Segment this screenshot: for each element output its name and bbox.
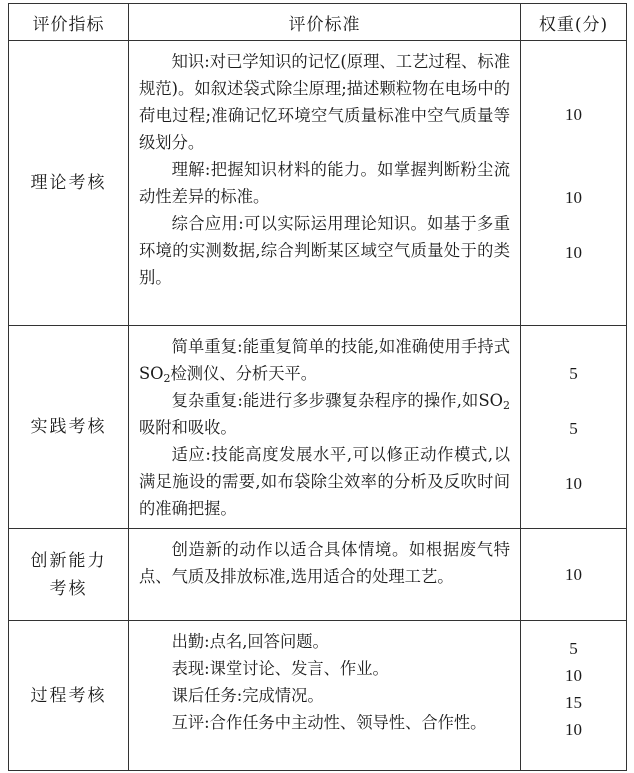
list-item: 互评:合作任务中主动性、领导性、合作性。 [171,713,487,732]
standard-innovation [129,529,521,621]
list-item: 表现:课堂讨论、发言、作业。 [171,659,389,678]
list-item: 知识:对已学知识的记忆(原理、工艺过程、标准规范)。如叙述袋式除尘原理;描述颗粒物在电场中的荷电过程;准确记忆环境空气质量标准中空气质量等级划分。 [139,52,510,152]
weight-value: 10 [565,105,582,124]
table-row [9,621,627,771]
evaluation-table [8,3,627,771]
category-process: 过程考核 [9,621,129,771]
standard-process [129,621,521,771]
header-standard: 评价标准 [129,4,521,41]
weight-process [521,621,627,771]
category-practice: 实践考核 [9,326,129,529]
list-item: 课后任务:完成情况。 [171,686,324,705]
table-row [9,326,627,529]
weight-value: 10 [565,666,582,685]
weight-value: 5 [569,364,578,383]
weight-practice [521,326,627,529]
list-item: 综合应用:可以实际运用理论知识。如基于多重环境的实测数据,综合判断某区域空气质量处于的类别。 [139,214,510,287]
list-item: 简单重复:能重复简单的技能,如准确使用手持式$SO_2$检测仪、分析天平。 [139,337,510,385]
category-innovation: 创新能力 考核 [9,529,129,621]
table-row [9,529,627,621]
standard-theory [129,41,521,326]
weight-value: 5 [569,419,578,438]
list-item: 出勤:点名,回答问题。 [171,632,329,651]
header-weight: 权重(分) [521,4,627,41]
weight-innovation: 10 [521,529,627,621]
standard-practice [129,326,521,529]
weight-value: 10 [565,474,582,493]
header-row [9,4,627,41]
weight-value: 5 [569,639,578,658]
weight-theory [521,41,627,326]
table-row [9,41,627,326]
weight-value: 10 [565,188,582,207]
list-item: 理解:把握知识材料的能力。如掌握判断粉尘流动性差异的标准。 [139,160,510,206]
list-item: 创造新的动作以适合具体情境。如根据废气特点、气质及排放标准,选用适合的处理工艺。 [139,540,510,586]
list-item: 适应:技能高度发展水平,可以修正动作模式,以满足施设的需要,如布袋除尘效率的分析及反吹时间的准确把握。 [139,445,510,518]
category-theory: 理论考核 [9,41,129,326]
weight-value: 15 [565,693,582,712]
list-item: 复杂重复:能进行多步骤复杂程序的操作,如$SO_2$吸附和吸收。 [139,391,510,437]
weight-value: 10 [565,243,582,262]
header-indicator: 评价指标 [9,4,129,41]
weight-value: 10 [565,720,582,739]
